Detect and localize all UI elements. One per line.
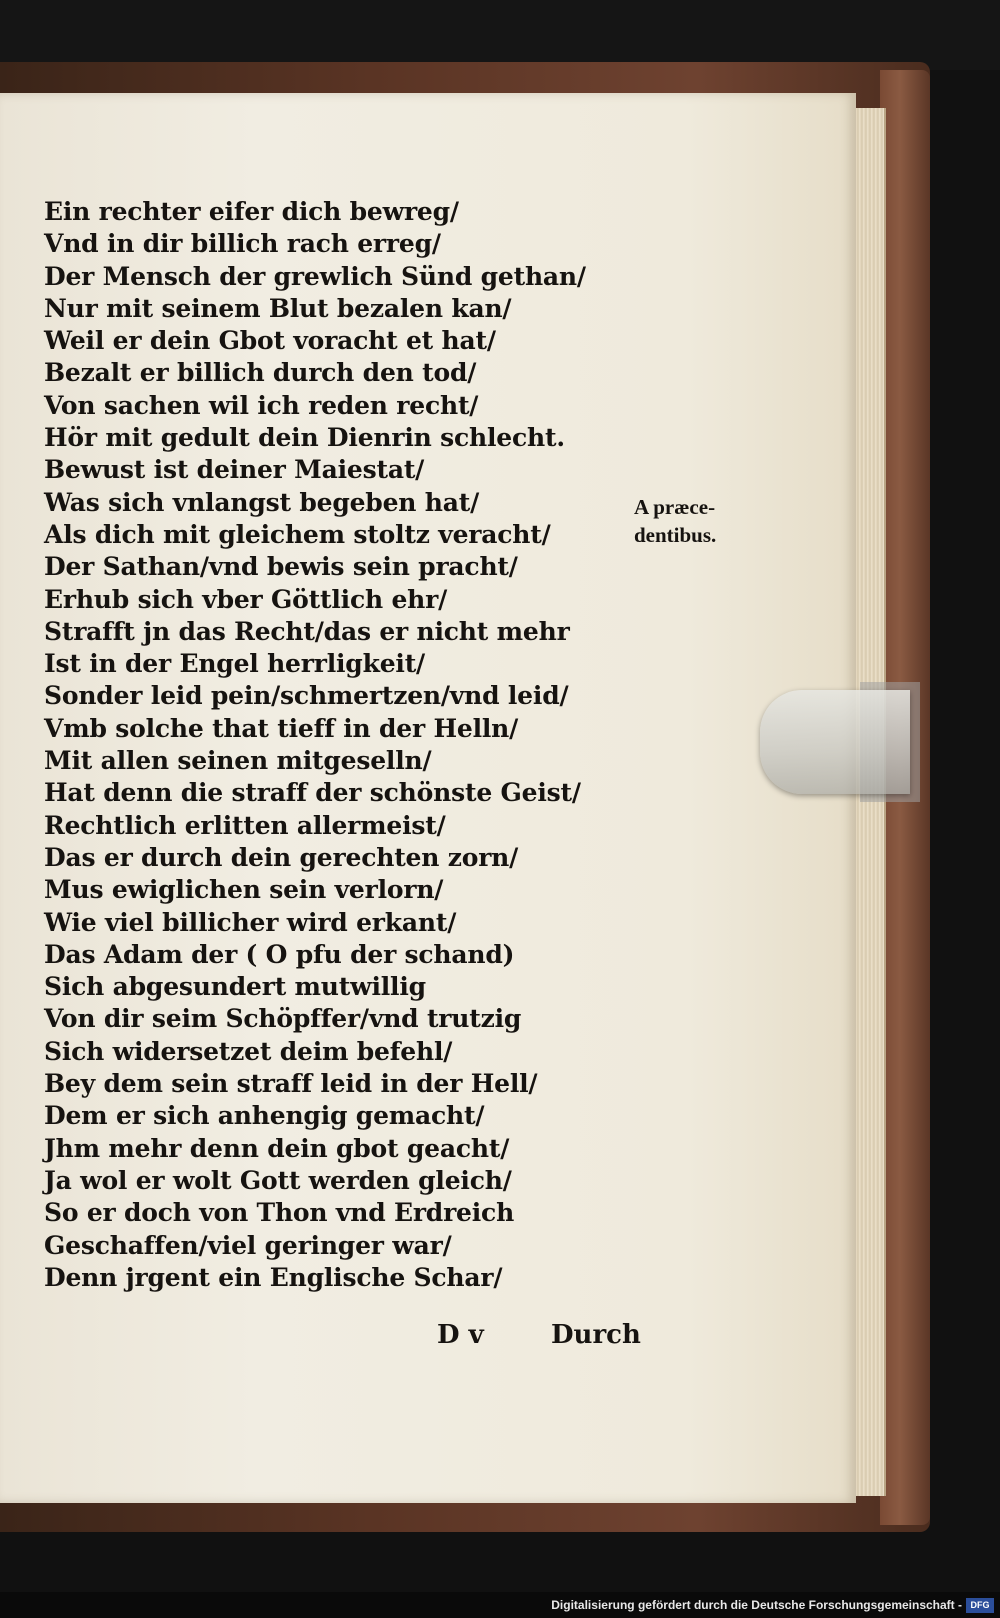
verse-line: Der Sathan/vnd bewis sein pracht/ [44, 552, 518, 582]
verse-line: Geschaffen/viel geringer war/ [44, 1230, 452, 1260]
verse-line: Vnd in dir billich rach erreg/ [44, 229, 441, 259]
verse-line: Ein rechter eifer dich bewreg/ [44, 197, 459, 226]
verse-line: Wie viel billicher wird erkant/ [44, 907, 457, 937]
signature-mark: D v [437, 1320, 484, 1350]
verse-line: Mit allen seinen mitgeselln/ [44, 746, 432, 776]
verse-line: Rechtlich erlitten allermeist/ [44, 810, 446, 840]
verse-line: Dem er sich anhengig gemacht/ [44, 1101, 485, 1131]
verse-line: Sich abgesundert mutwillig [44, 972, 426, 1002]
verse-line: Bewust ist deiner Maiestat/ [44, 455, 425, 485]
verse-line: Jhm mehr denn dein gbot geacht/ [44, 1133, 510, 1163]
verse-line: Bey dem sein straff leid in der Hell/ [44, 1069, 538, 1099]
verse-line: Als dich mit gleichem stoltz veracht/ [44, 519, 551, 549]
verse-line: Denn jrgent ein Englische Schar/ [44, 1262, 503, 1292]
verse-line: Von sachen wil ich reden recht/ [44, 390, 479, 420]
verse-line: Von dir seim Schöpffer/vnd trutzig [44, 1004, 522, 1034]
verse-line: Weil er dein Gbot voracht et hat/ [44, 326, 496, 356]
verse-line: Das er durch dein gerechten zorn/ [44, 842, 519, 872]
verse-line: Erhub sich vber Göttlich ehr/ [44, 584, 448, 614]
verse-line: Mus ewiglichen sein verlorn/ [44, 875, 444, 905]
dfg-logo: DFG [966, 1598, 994, 1613]
margin-note [634, 493, 764, 549]
verse-line: Bezalt er billich durch den tod/ [44, 358, 477, 388]
verse-line: Sonder leid pein/schmertzen/vnd leid/ [44, 681, 569, 711]
digitization-credit: Digitalisierung gefördert durch die Deutsche Forschungsgemeinschaft - [551, 1598, 962, 1612]
verse-line: Sich widersetzet deim befehl/ [44, 1036, 453, 1066]
verse-line: Vmb solche that tieff in der Helln/ [44, 713, 519, 743]
verse-line: Ist in der Engel herrligkeit/ [44, 649, 425, 679]
verse-line: Ja wol er wolt Gott werden gleich/ [44, 1165, 512, 1195]
margin-note-line: A præce- [634, 495, 716, 519]
verse-line: Nur mit seinem Blut bezalen kan/ [44, 293, 512, 323]
page-clip [760, 690, 910, 794]
verse-line: Strafft jn das Recht/das er nicht mehr [44, 616, 570, 646]
verse-line: So er doch von Thon vnd Erdreich [44, 1198, 515, 1228]
verse-line: Der Mensch der grewlich Sünd gethan/ [44, 261, 586, 291]
verse-line: Hat denn die straff der schönste Geist/ [44, 778, 581, 808]
margin-note-line: dentibus. [634, 523, 717, 547]
verse-text-block [44, 196, 604, 1294]
verse-line: Das Adam der ( O pfu der schand) [44, 939, 515, 969]
verse-line: Hör mit gedult dein Dienrin schlecht. [44, 423, 565, 453]
verse-line: Was sich vnlangst begeben hat/ [44, 487, 480, 517]
catchword: Durch [551, 1320, 641, 1350]
top-shadow [0, 0, 1000, 70]
